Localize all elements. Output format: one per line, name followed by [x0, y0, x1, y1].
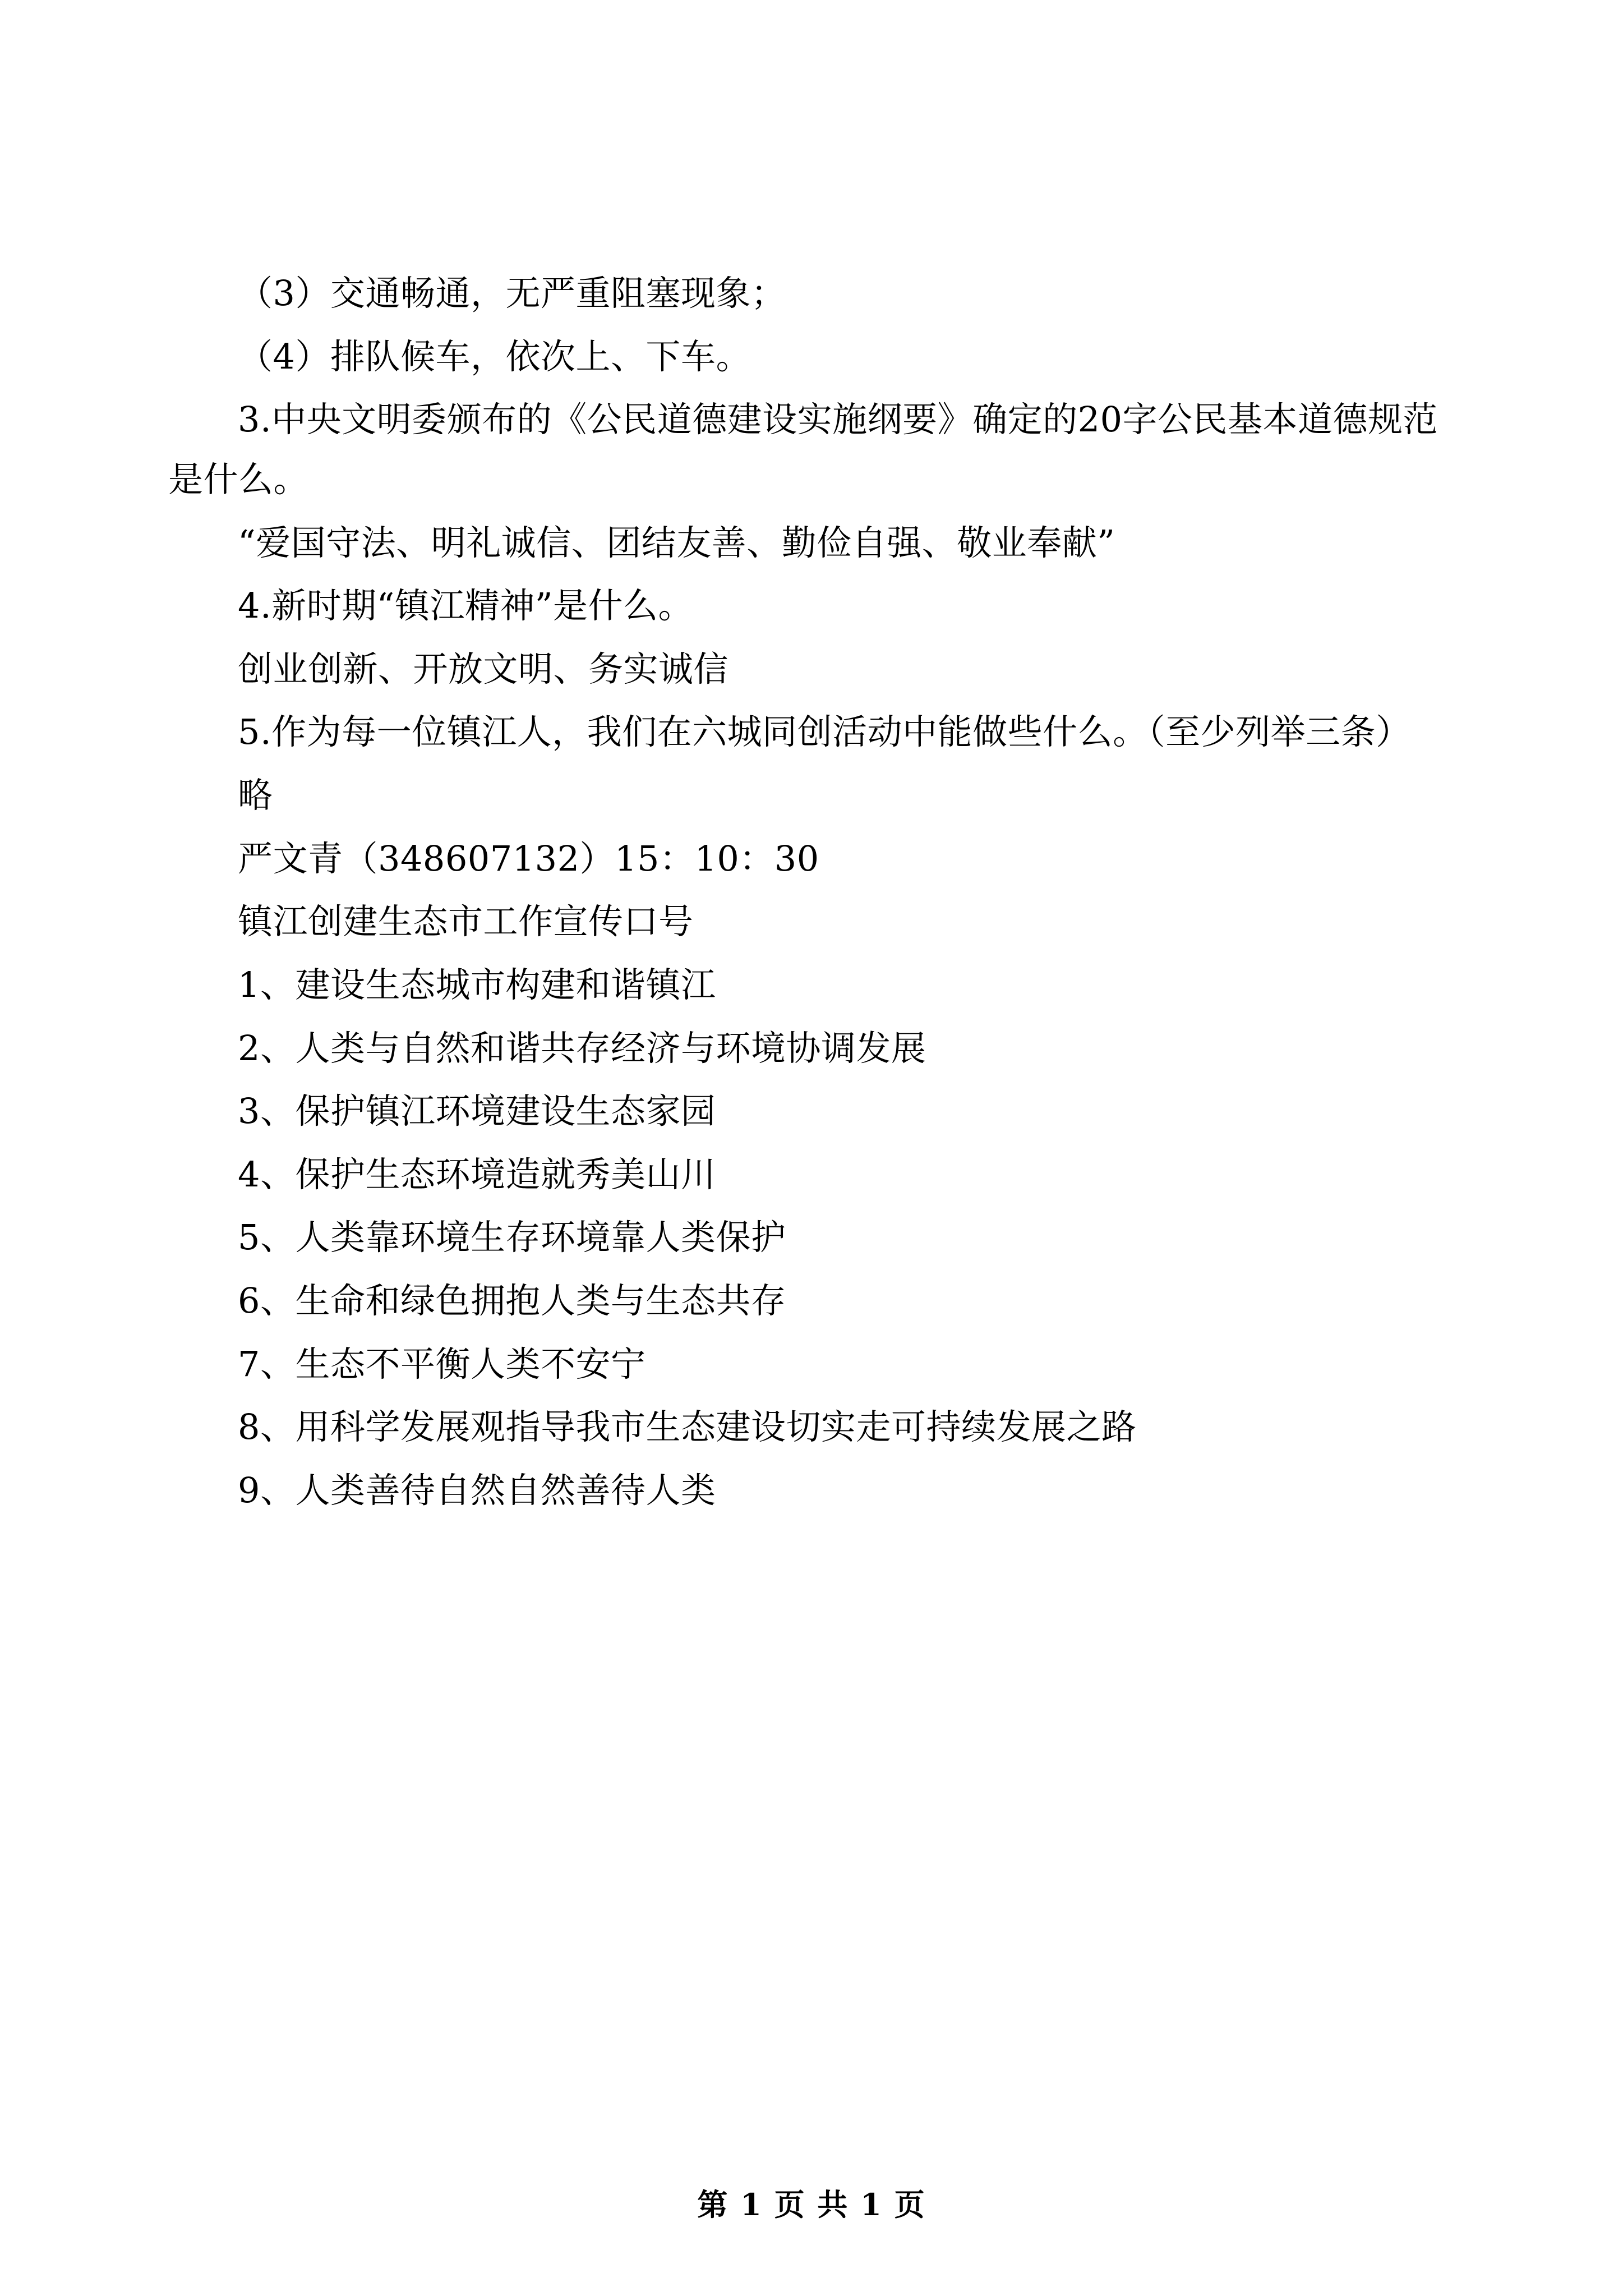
list-item-slogan-9: 9、人类善待自然自然善待人类	[238, 1469, 716, 1511]
list-item-slogan-8: 8、用科学发展观指导我市生态建设切实走可持续发展之路	[238, 1406, 1137, 1448]
paragraph-answer-5: 略	[238, 775, 273, 816]
list-item-slogan-7: 7、生态不平衡人类不安宁	[238, 1343, 646, 1384]
document-body	[168, 264, 1455, 1521]
paragraph-question-5: 5.作为每一位镇江人，我们在六城同创活动中能做些什么。（至少列举三条）	[238, 711, 1411, 753]
paragraph-answer-3: “爱国守法、明礼诚信、团结友善、勤俭自强、敬业奉献”	[238, 522, 1115, 563]
list-item-slogan-6: 6、生命和绿色拥抱人类与生态共存	[238, 1280, 786, 1321]
list-item-slogan-5: 5、人类靠环境生存环境靠人类保护	[238, 1217, 786, 1258]
paragraph-answer-4: 创业创新、开放文明、务实诚信	[238, 648, 729, 689]
list-item-slogan-4: 4、保护生态环境造就秀美山川	[238, 1153, 716, 1195]
list-item-slogan-1: 1、建设生态城市构建和谐镇江	[238, 964, 716, 1005]
paragraph-item-3: （3）交通畅通，无严重阻塞现象；	[238, 273, 786, 314]
paragraph-question-3: 3.中央文明委颁布的《公民道德建设实施纲要》确定的20字公民基本道德规范是什么。	[168, 399, 1438, 500]
list-item-slogan-2: 2、人类与自然和谐共存经济与环境协调发展	[238, 1027, 926, 1069]
page-footer: 第 1 页 共 1 页	[697, 2187, 926, 2223]
paragraph-question-4: 4.新时期“镇江精神”是什么。	[238, 585, 694, 627]
list-item-slogan-3: 3、保护镇江环境建设生态家园	[238, 1091, 716, 1132]
paragraph-slogan-title: 镇江创建生态市工作宣传口号	[238, 901, 694, 942]
paragraph-author-line: 严文青（348607132）15：10：30	[238, 838, 819, 879]
paragraph-item-4: （4）排队候车，依次上、下车。	[238, 335, 751, 377]
